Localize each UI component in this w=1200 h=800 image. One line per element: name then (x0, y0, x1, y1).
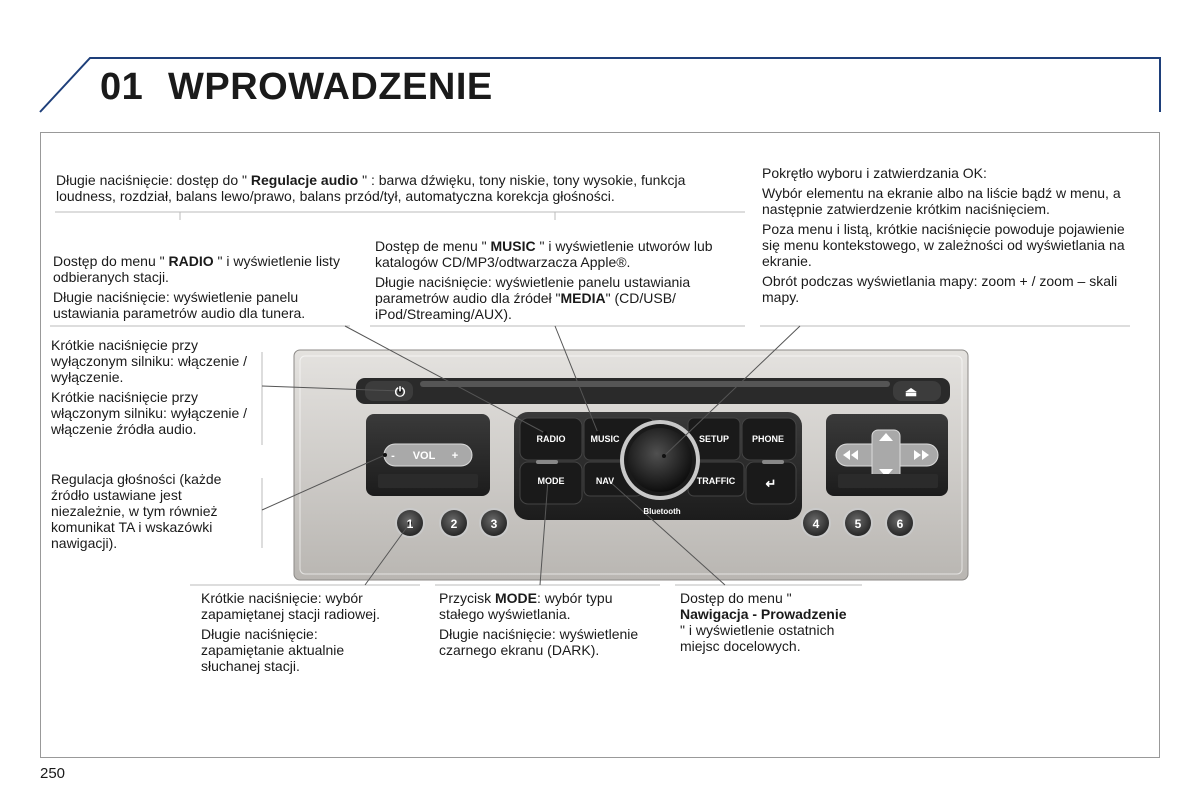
callout-nav (680, 590, 855, 658)
preset-4-label: 4 (812, 517, 820, 531)
callout-text: Dostęp de menu " (375, 238, 491, 254)
vol-minus-icon: - (391, 450, 395, 462)
callout-text: " i wyświetlenie listy odbieranych stacji. (53, 253, 340, 285)
callout-bold: Regulacje audio (246, 172, 363, 188)
page-number: 250 (40, 765, 66, 782)
callout-text: Długie naciśnięcie: wyświetlenie panelu ustawiania parametrów audio dla źródeł " (375, 274, 691, 306)
callout-text: Długie naciśnięcie: zapamiętanie aktualnie słuchanej stacji. (201, 626, 345, 674)
callout-text: Wybór elementu na ekranie albo na liście bądź w menu, a następnie zatwierdzenie krótkim naciśnięciem. (762, 185, 1121, 217)
back-icon: ↵ (765, 476, 777, 491)
callout-text: Przycisk (439, 590, 495, 606)
preset-6-label: 6 (896, 517, 904, 531)
bluetooth-label: Bluetooth (643, 507, 681, 516)
traffic-button-label: TRAFFIC (696, 476, 736, 486)
callout-text: Dostęp do menu " (680, 590, 792, 606)
power-icon: ⏻ (394, 384, 406, 399)
callout-text: Długie naciśnięcie: wyświetlenie czarnego ekranu (DARK). (439, 626, 639, 658)
page-title: WPROWADZENIE (168, 66, 493, 108)
mode-button-label: MODE (537, 476, 565, 486)
callout-text: Poza menu i listą, krótkie naciśnięcie powoduje pojawienie się menu kontekstowego, w zależności od wyświetlania na ekranie. (762, 221, 1125, 269)
callout-bold: MUSIC (490, 238, 536, 254)
callout-mode (439, 590, 659, 662)
knob (628, 428, 692, 492)
music-button-label: MUSIC (590, 434, 620, 444)
callout-radio (53, 253, 353, 325)
callout-presets (201, 590, 401, 678)
callout-text: Krótkie naciśnięcie przy wyłączonym silniku: włączenie / wyłączenie. (51, 337, 248, 385)
callout-power (51, 337, 251, 441)
callout-text: Krótkie naciśnięcie przy włączonym silniku: wyłączenie / włączenie źródła audio. (51, 389, 248, 437)
callout-text: Dostęp do menu " (53, 253, 169, 269)
callout-text: " (CD/USB/ iPod/Streaming/AUX). (375, 290, 676, 322)
callout-bold: RADIO (168, 253, 214, 269)
vol-label: VOL (412, 450, 436, 462)
callout-text: " i wyświetlenie ostatnich miejsc docelowych. (680, 622, 835, 654)
radio-button-label: RADIO (536, 434, 566, 444)
callout-bold: MEDIA (560, 290, 606, 306)
callout-text: Długie naciśnięcie: wyświetlenie panelu ustawiania parametrów audio dla tunera. (53, 289, 306, 321)
vol-plus-icon: + (451, 450, 459, 462)
phone-button-label: PHONE (751, 434, 785, 444)
preset-1-label: 1 (406, 517, 414, 531)
callout-music (375, 238, 745, 326)
nav-button-label: NAV (595, 476, 615, 486)
eject-icon: ⏏ (904, 384, 918, 399)
chapter-number: 01 (100, 66, 144, 108)
preset-2-label: 2 (450, 517, 458, 531)
callout-text: " : barwa dźwięku, tony niskie, tony wysokie, funkcja loudness, rozdział, balans lewo/prawo, balans przód/tył, automatyczna korekcja głośności. (56, 172, 686, 204)
preset-5-label: 5 (854, 517, 862, 531)
callout-text: : wybór typu stałego wyświetlania. (439, 590, 613, 622)
callout-bold: MODE (495, 590, 537, 606)
callout-bold: Nawigacja - Prowadzenie (680, 606, 847, 622)
callout-audio-settings (56, 172, 746, 208)
callout-text: Długie naciśnięcie: dostęp do " (56, 172, 247, 188)
preset-3-label: 3 (490, 517, 498, 531)
callout-knob (762, 165, 1132, 309)
callout-text: Pokrętło wyboru i zatwierdzania OK: (762, 165, 987, 181)
callout-text: " i wyświetlenie utworów lub katalogów CD/MP3/odtwarzacza Apple®. (375, 238, 713, 270)
callout-text: Krótkie naciśnięcie: wybór zapamiętanej stacji radiowej. (201, 590, 380, 622)
callout-text: Obrót podczas wyświetlania mapy: zoom + / zoom – skali mapy. (762, 273, 1118, 305)
callout-volume (51, 471, 251, 555)
setup-button-label: SETUP (698, 434, 730, 444)
callout-text: Regulacja głośności (każde źródło ustawiane jest niezależnie, w tym również komunikat TA i wskazówki nawigacji). (51, 471, 222, 551)
